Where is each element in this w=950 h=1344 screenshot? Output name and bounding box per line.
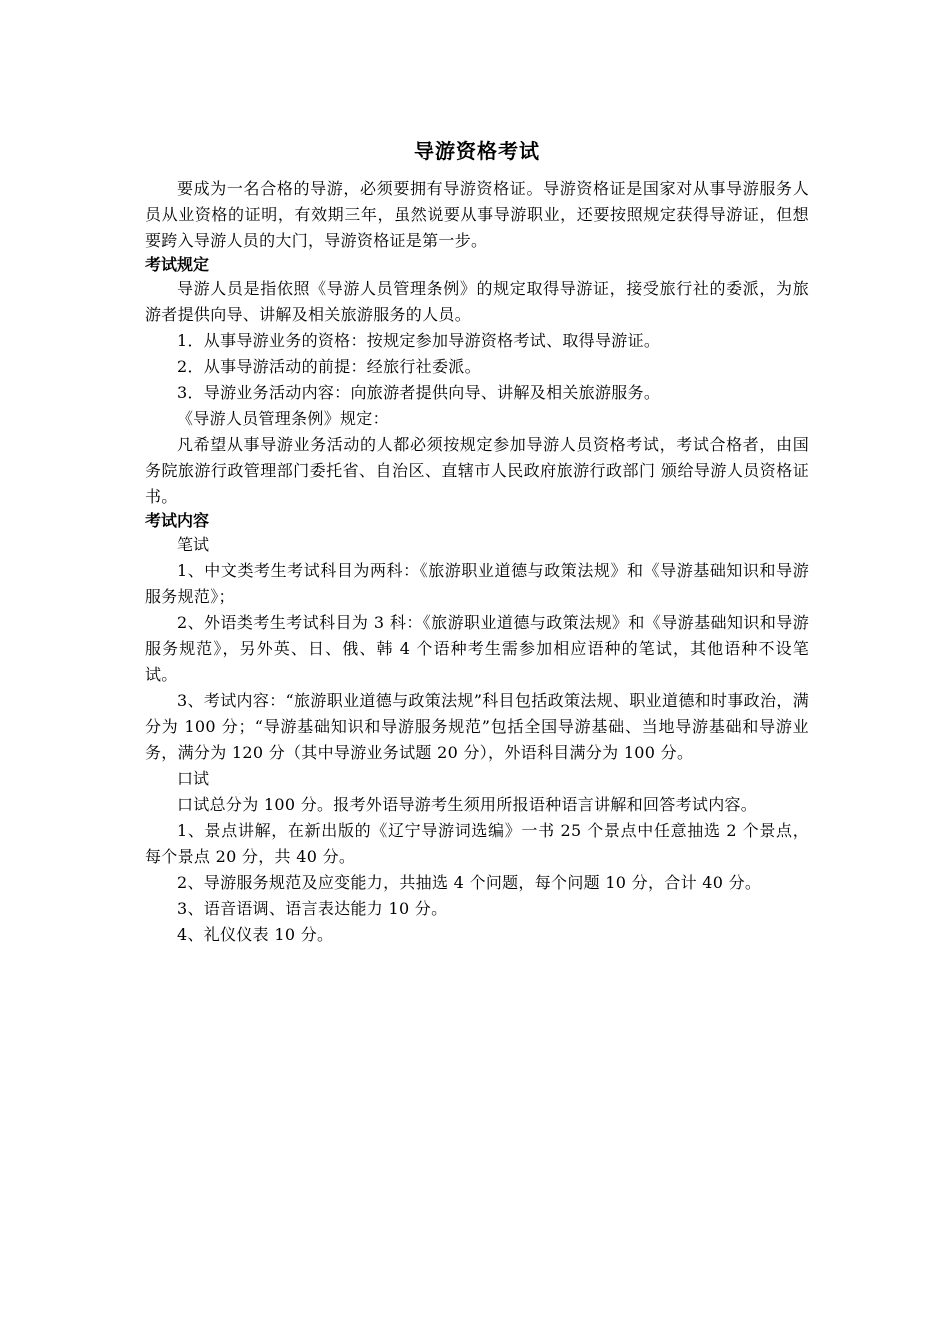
written-exam-item: 1、中文类考生考试科目为两科：《旅游职业道德与政策法规》和《导游基础知识和导游服务规范》；: [145, 561, 809, 606]
document-page: [145, 136, 809, 948]
rules-paragraph: 1．从事导游业务的资格：按规定参加导游资格考试、取得导游证。: [177, 331, 661, 350]
rules-paragraph: 凡希望从事导游业务活动的人都必须按规定参加导游人员资格考试，考试合格者，由国务院旅游行政管理部门委托省、自治区、直辖市人民政府旅游行政部门 颁给导游人员资格证书。: [145, 435, 809, 506]
oral-exam-item: 4、礼仪仪表 10 分。: [177, 925, 334, 944]
rules-paragraph: 导游人员是指依照《导游人员管理条例》的规定取得导游证，接受旅行社的委派，为旅游者提供向导、讲解及相关旅游服务的人员。: [145, 279, 809, 324]
written-exam-item: 3、考试内容：“旅游职业道德与政策法规”科目包括政策法规、职业道德和时事政治，满分为 100 分；“导游基础知识和导游服务规范”包括全国导游基础、当地导游基础和导游业务，满分为 120 分（其中导游业务试题 20 分），外语科目满分为 100 分。: [145, 691, 809, 762]
rules-paragraph: 3．导游业务活动内容：向旅游者提供向导、讲解及相关旅游服务。: [177, 383, 661, 402]
intro-paragraph: 要成为一名合格的导游，必须要拥有导游资格证。导游资格证是国家对从事导游服务人员从业资格的证明，有效期三年，虽然说要从事导游职业，还要按照规定获得导游证，但想要跨入导游人员的大门，导游资格证是第一步。: [145, 179, 809, 250]
oral-exam-item: 1、景点讲解，在新出版的《辽宁导游词选编》一书 25 个景点中任意抽选 2 个景点，每个景点 20 分，共 40 分。: [145, 821, 809, 866]
oral-exam-item: 3、语音语调、语言表达能力 10 分。: [177, 899, 448, 918]
oral-exam-item: 口试总分为 100 分。报考外语导游考生须用所报语种语言讲解和回答考试内容。: [177, 795, 758, 814]
section-heading-exam-rules: 考试规定: [145, 255, 210, 274]
section-heading-exam-content: 考试内容: [145, 511, 210, 530]
document-title: 导游资格考试: [414, 139, 540, 163]
written-exam-item: 2、外语类考生考试科目为 3 科：《旅游职业道德与政策法规》和《导游基础知识和导游服务规范》，另外英、日、俄、韩 4 个语种考生需参加相应语种的笔试，其他语种不设笔试。: [145, 613, 809, 684]
rules-paragraph: 《导游人员管理条例》规定：: [177, 409, 389, 428]
oral-exam-item: 2、导游服务规范及应变能力，共抽选 4 个问题，每个问题 10 分，合计 40 分。: [177, 873, 762, 892]
written-exam-label: 笔试: [177, 535, 210, 554]
oral-exam-label: 口试: [177, 769, 210, 788]
rules-paragraph: 2．从事导游活动的前提：经旅行社委派。: [177, 357, 481, 376]
